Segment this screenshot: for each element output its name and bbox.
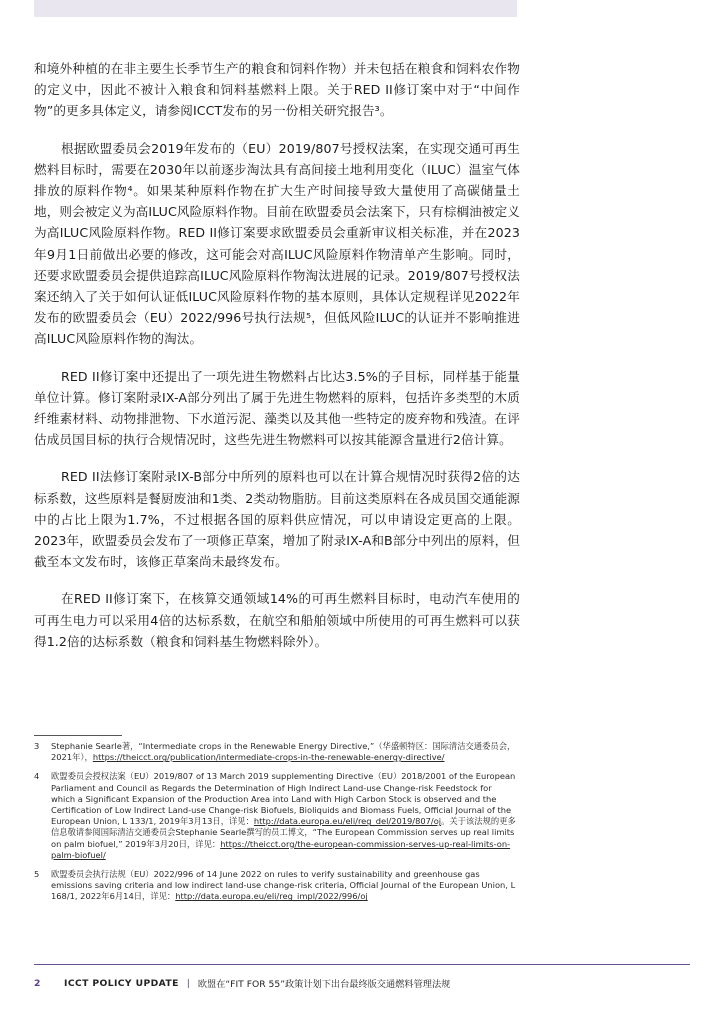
main-text (34, 58, 520, 668)
footnote-body: Stephanie Searle著，“Intermediate crops in the Renewable Energy Directive,”（华盛顿特区：国际清洁交通委员会，2021年）， (51, 741, 516, 763)
paragraph-iluc: 根据欧盟委员会2019年发布的（EU）2019/807号授权法案，在实现交通可再生燃料目标时，需要在2030年以前逐步淘汰具有高间接土地利用变化（ILUC）温室气体排放的原料作物⁴。如果某种原料作物在扩大生产时间接导致大量使用了高碳储量土地，则会被定义为高ILUC风险原料作物。目前在欧盟委员会法案下，只有棕榈油被定义为高ILUC风险原料作物。RED II修订案要求欧盟委员会重新审议相关标准，并在2023年9月1日前做出必要的修改，这可能会对高ILUC风险原料作物清单产生影响。同时，还要求欧盟委员会提供追踪高ILUC风险原料作物淘汰进展的记录。2019/807号授权法案还纳入了关于如何认证低ILUC风险原料作物的基本原则，具体认定规程详见2022年发布的欧盟委员会（EU）2022/996号执行法规⁵，但低风险ILUC的认证并不影响推进高ILUC风险原料作物的淘汰。 (34, 140, 520, 347)
footnote-tail: 。关于该法规的更多信息敬请参阅国际清洁交通委员会Stephanie Searle撰写的员工博文，“The European Commission serves up real limits on palm biofuel,” 2019年3月20日，详见： (51, 816, 516, 849)
footnote-link[interactable]: http://data.europa.eu/eli/reg_impl/2022/996/oj (175, 891, 368, 902)
footnote-link-secondary[interactable]: https://theicct.org/the-european-commission-serves-up-real-limits-on-palm-biofuel/ (51, 838, 511, 860)
page-footer (34, 976, 690, 990)
footnote-number: 5 (34, 869, 40, 880)
footnote-3 (34, 741, 518, 763)
footer-publication-label: ICCT POLICY UPDATE (64, 977, 179, 989)
footnote-number: 3 (34, 741, 40, 751)
paragraph-continuation: 和境外种植的在非主要生长季节生产的粮食和饲料作物）并未包括在粮食和饲料农作物的定义中，因此不被计入粮食和饲料基燃料上限。关于RED II修订案中对于“中间作物”的更多具体定义，请参阅ICCT发布的另一份相关研究报告³。 (34, 61, 520, 119)
paragraph-advanced-biofuels: RED II修订案中还提出了一项先进生物燃料占比达3.5%的子目标，同样基于能量单位计算。修订案附录IX-A部分列出了属于先进生物燃料的原料，包括许多类型的木质纤维素材料、动物排泄物、下水道污泥、藻类以及其他一些特定的废弃物和残渣。在评估成员国目标的执行合规情况时，这些先进生物燃料可以按其能源含量进行2倍计算。 (34, 368, 520, 448)
footnote-text (51, 771, 518, 861)
page-number: 2 (34, 977, 41, 989)
footer-document-title: 欧盟在“FIT FOR 55”政策计划下出台最终版交通燃料管理法规 (197, 979, 451, 990)
footer-divider (34, 964, 690, 965)
top-color-band (34, 0, 517, 17)
footer-separator: | (186, 977, 190, 989)
paragraph-annex-ix-b: RED II法修订案附录IX-B部分中所列的原料也可以在计算合规情况时获得2倍的达标系数，这些原料是餐厨废油和1类、2类动物脂肪。目前这类原料在各成员国交通能源中的占比上限为1.7%，不过根据各国的原料供应情况，可以申请设定更高的上限。2023年，欧盟委员会发布了一项修正草案，增加了附录IX-A和B部分中列出的原料，但截至本文发布时，该修正草案尚未最终发布。 (34, 469, 520, 570)
footnote-link[interactable]: https://theicct.org/publication/intermediate-crops-in-the-renewable-energy-directive/ (92, 752, 445, 763)
footnote-body: 欧盟委员会执行法规（EU）2022/996 of 14 June 2022 on rules to verify sustainability and greenhouse gas emissions saving criteria and low indirect land-use change-risk criteria, Official Journal of the European Union, L 168/1, 2022年6月14日，详见： (51, 869, 516, 902)
paragraph-multipliers: 在RED II修订案下，在核算交通领域14%的可再生燃料目标时，电动汽车使用的可再生电力可以采用4倍的达标系数，在航空和船舶领域中所使用的可再生燃料可以获得1.2倍的达标系数（粮食和饲料基生物燃料除外）。 (34, 591, 520, 649)
footnote-4 (34, 771, 518, 861)
footnote-5 (34, 869, 518, 903)
footnote-text (51, 741, 518, 763)
footnotes (34, 741, 518, 911)
footnote-number: 4 (34, 771, 40, 782)
footnote-divider (34, 735, 122, 736)
footnote-link[interactable]: http://data.europa.eu/eli/reg_del/2019/807/oj (253, 816, 442, 827)
footnote-body: 欧盟委员会授权法案（EU）2019/807 of 13 March 2019 supplementing Directive（EU）2018/2001 of the European Parliament and Council as Regards the Determination of High Indirect Land-use Change-risk Feedstock for which a Significant Expansion of the Production Area into Land with High Carbon Stock is observed and the Certification of Low Indirect Land-use Change-risk Biofuels, Bioliquids and Biomass Fuels, Official Journal of the European Union, L 133/1, 2019年3月13日，详见： (51, 771, 516, 827)
footnote-text (51, 869, 518, 903)
